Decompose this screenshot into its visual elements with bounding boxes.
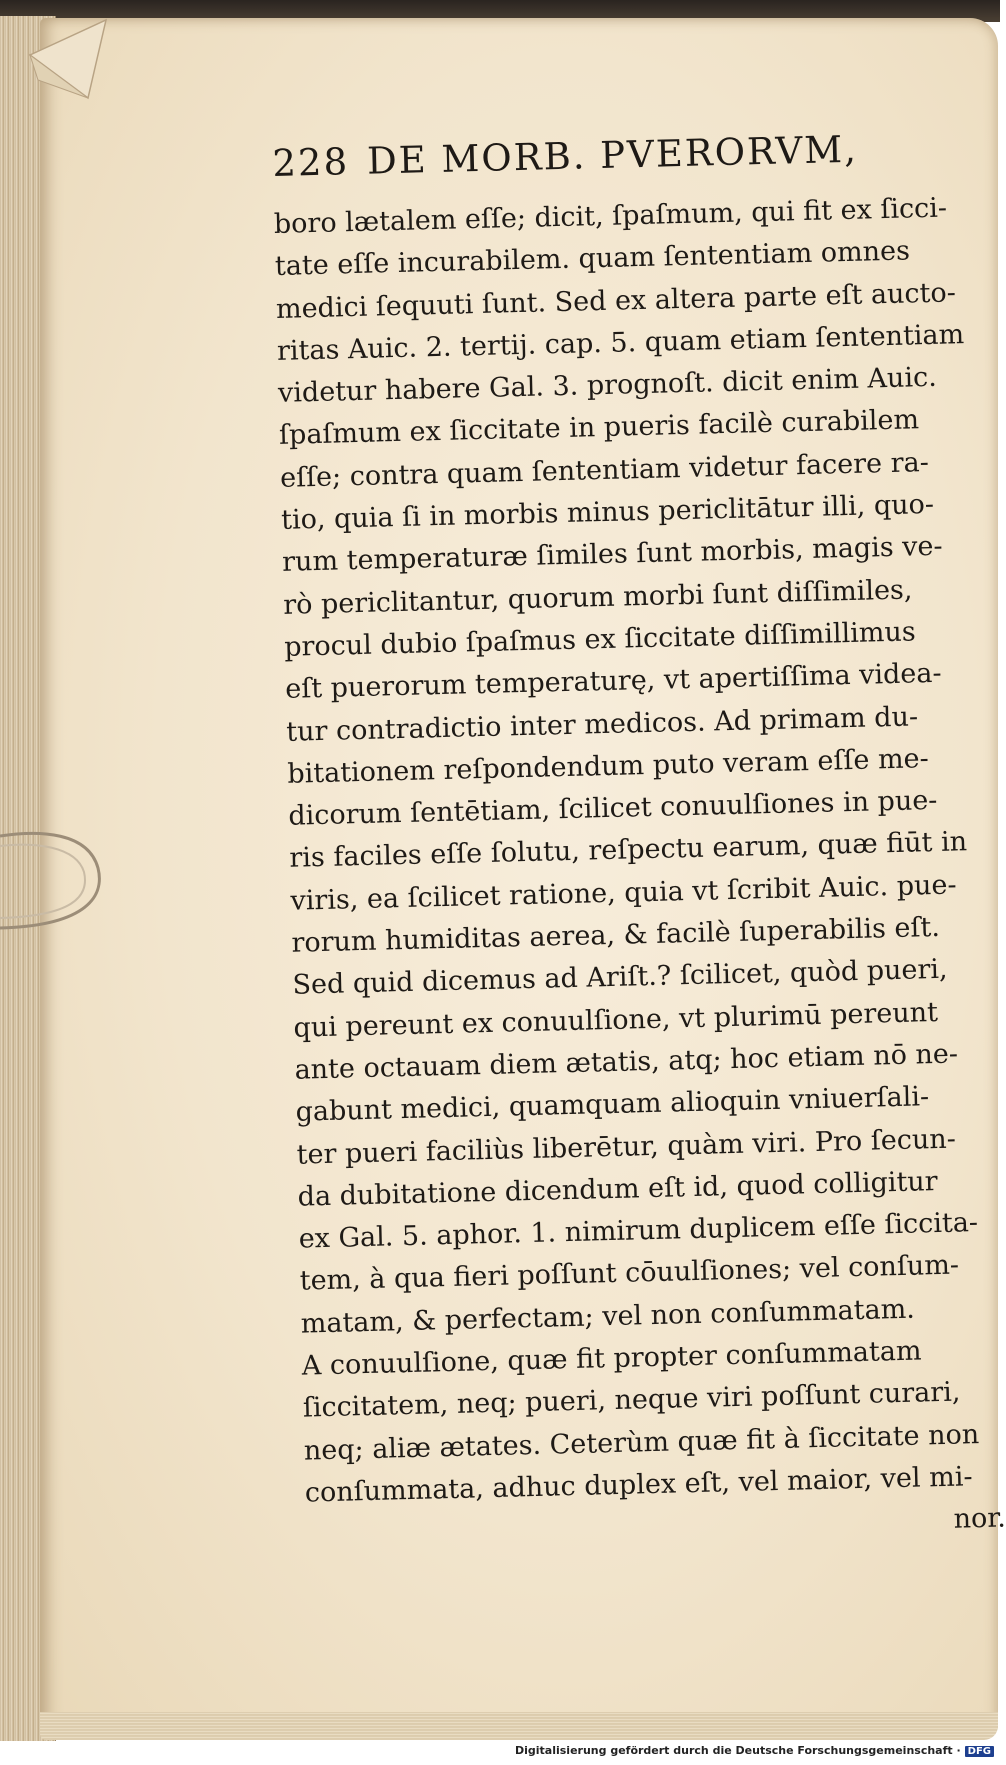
catchword: nor. [953, 1502, 1006, 1535]
dfg-logo: DFG [965, 1746, 994, 1757]
text-line: neq; aliæ ætates. Ceterùm quæ fit à ſiccitate non [303, 1418, 980, 1467]
text-line: videtur habere Gal. 3. prognoſt. dicit enim Auic. [277, 362, 938, 410]
text-line: rorum humiditas aerea, & facilè ſuperabilis eſt. [291, 911, 941, 959]
text-line: qui pereunt ex conuulſione, vt plurimū pereunt [293, 996, 939, 1044]
text-line: rò periclitantur, quorum morbi ſunt diſſimiles, [282, 574, 913, 621]
text-line: eſt puerorum temperaturę, vt apertiſſima videa- [284, 658, 942, 706]
text-line: boro lætalem eſſe; dicit, ſpaſmum, qui fit ex ſicci- [273, 192, 948, 240]
text-line: conſummata, adhuc duplex eſt, vel maior, vel mi- [304, 1461, 973, 1509]
text-line: ritas Auic. 2. tertij. cap. 5. quam etiam ſententiam [276, 319, 965, 367]
text-line: ex Gal. 5. aphor. 1. nimirum duplicem eſſe ſiccita- [298, 1207, 979, 1255]
text-line: rum temperaturæ ſimiles ſunt morbis, magis ve- [281, 531, 943, 579]
text-line: bitationem reſpondendum puto veram eſſe me- [286, 743, 930, 790]
text-line: dicorum ſentētiam, ſcilicet conuulſiones in pue- [288, 785, 938, 832]
running-head-title: DE MORB. PVERORVM, [366, 127, 859, 183]
text-line: A conuulſione, quæ fit propter conſummatam [301, 1335, 922, 1382]
text-line: gabunt medici, quamquam alioquin vniuerſali- [295, 1081, 930, 1128]
text-line: Sed quid dicemus ad Ariſt.? ſcilicet, quòd pueri, [292, 954, 948, 1002]
text-line: viris, ea ſcilicet ratione, quia vt ſcribit Auic. pue- [290, 869, 957, 917]
page-text-block [272, 128, 1006, 1557]
text-line: da dubitatione dicendum eſt id, quod colligitur [297, 1165, 938, 1213]
page-clip-tab [0, 828, 110, 938]
credit-text: Digitalisierung gefördert durch die Deutsche Forschungsgemeinschaft · [514, 1744, 961, 1757]
body-text [273, 187, 1005, 1515]
text-line: ſpaſmum ex ſiccitate in pueris facilè curabilem [278, 404, 920, 452]
text-line: procul dubio ſpaſmus ex ſiccitate diſſimillimus [283, 616, 917, 663]
digitization-credit [515, 1744, 994, 1757]
text-line: tem, à qua fieri poſſunt cōuulſiones; vel conſum- [299, 1249, 960, 1298]
book-bottom-edge [40, 1712, 998, 1740]
folded-corner [28, 20, 123, 110]
text-line: tur contradictio inter medicos. Ad primam du- [285, 700, 919, 748]
text-line: ſiccitatem, neq; pueri, neque viri poſſunt curari, [302, 1376, 961, 1424]
text-line: ante octauam diem ætatis, atq; hoc etiam nō ne- [294, 1038, 959, 1086]
text-line: ter pueri faciliùs liberētur, quàm viri. Pro ſecun- [296, 1123, 957, 1171]
text-line: medici ſequuti ſunt. Sed ex altera parte eſt aucto- [275, 276, 957, 325]
text-line: tio, quia ſi in morbis minus periclitātur illi, quo- [280, 489, 935, 536]
page-number: 228 [271, 140, 350, 185]
text-line: matam, & perfectam; vel non conſummatam. [300, 1293, 916, 1340]
text-line: ris faciles eſſe ſolutu, reſpectu earum, quæ fiūt in [289, 826, 968, 875]
text-line: tate eſſe incurabilem. quam ſententiam omnes [274, 235, 911, 283]
text-line: eſſe; contra quam ſententiam videtur facere ra- [279, 446, 930, 494]
